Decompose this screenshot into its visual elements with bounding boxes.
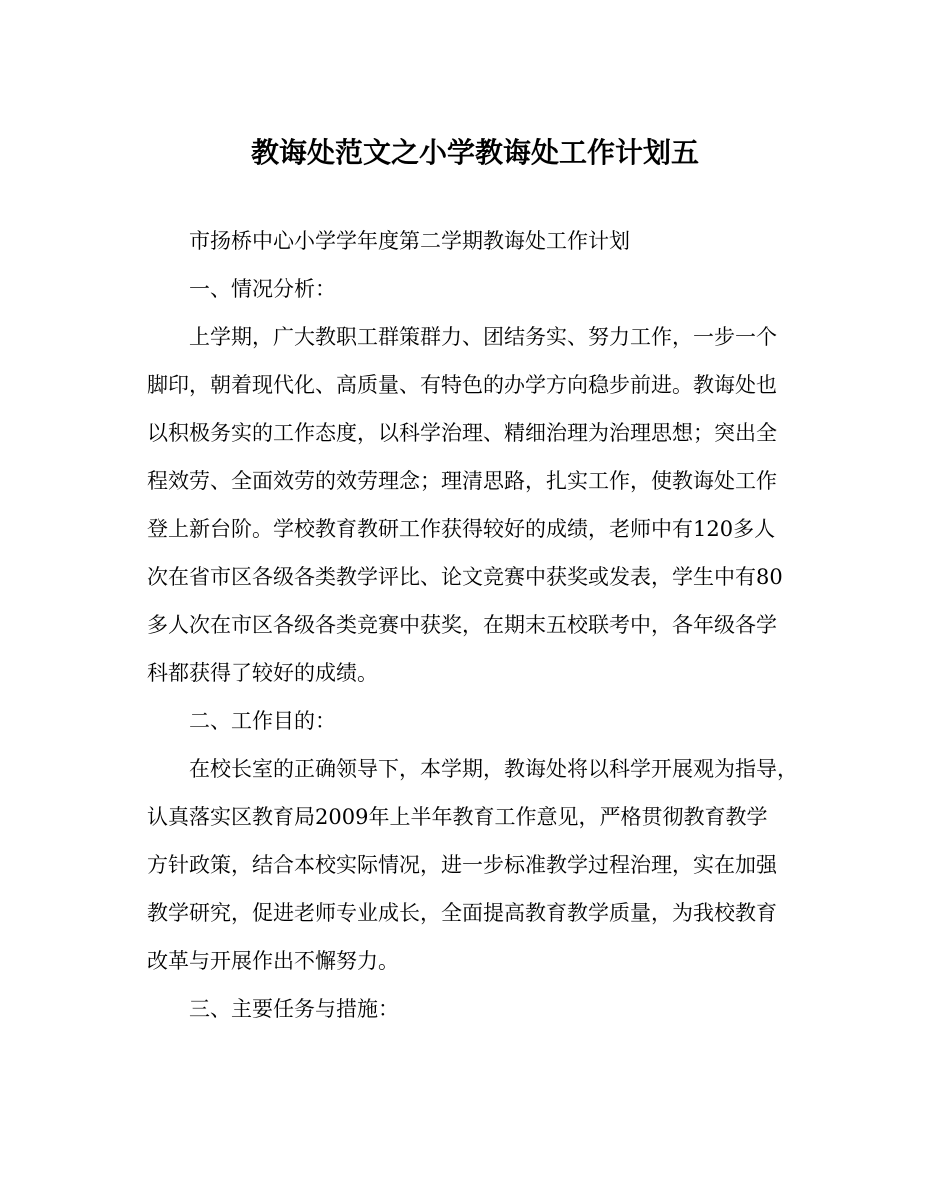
paragraph-line: 次在省市区各级各类教学评比、论文竞赛中获奖或发表，学生中有80	[147, 565, 783, 589]
paragraph-line: 脚印，朝着现代化、高质量、有特色的办学方向稳步前进。教诲处也	[147, 373, 777, 397]
plan-heading-line: 市扬桥中心小学学年度第二学期教诲处工作计划	[189, 229, 630, 253]
paragraph-line: 科都获得了较好的成绩。	[147, 661, 378, 685]
paragraph-line: 上学期，广大教职工群策群力、团结务实、努力工作，一步一个	[189, 325, 777, 349]
section-heading-tasks: 三、主要任务与措施：	[189, 997, 399, 1021]
section-heading-situation: 一、情况分析：	[189, 277, 336, 301]
document-title: 教诲处范文之小学教诲处工作计划五	[250, 136, 699, 169]
paragraph-line: 登上新台阶。学校教育教研工作获得较好的成绩，老师中有120多人	[147, 517, 776, 541]
paragraph-line: 程效劳、全面效劳的效劳理念；理清思路，扎实工作，使教诲处工作	[147, 469, 777, 493]
paragraph-line: 在校长室的正确领导下，本学期，教诲处将以科学开展观为指导，	[189, 757, 798, 781]
paragraph-line: 方针政策，结合本校实际情况，进一步标准教学过程治理，实在加强	[147, 853, 777, 877]
paragraph-line: 教学研究，促进老师专业成长，全面提高教育教学质量，为我校教育	[147, 901, 777, 925]
paragraph-line: 改革与开展作出不懈努力。	[147, 949, 399, 973]
paragraph-line: 多人次在市区各级各类竞赛中获奖，在期末五校联考中，各年级各学	[147, 613, 777, 637]
paragraph-line: 认真落实区教育局2009年上半年教育工作意见，严格贯彻教育教学	[147, 805, 768, 829]
document-body	[147, 217, 807, 1033]
section-heading-goals: 二、工作目的：	[189, 709, 336, 733]
paragraph-line: 以积极务实的工作态度，以科学治理、精细治理为治理思想；突出全	[147, 421, 777, 445]
